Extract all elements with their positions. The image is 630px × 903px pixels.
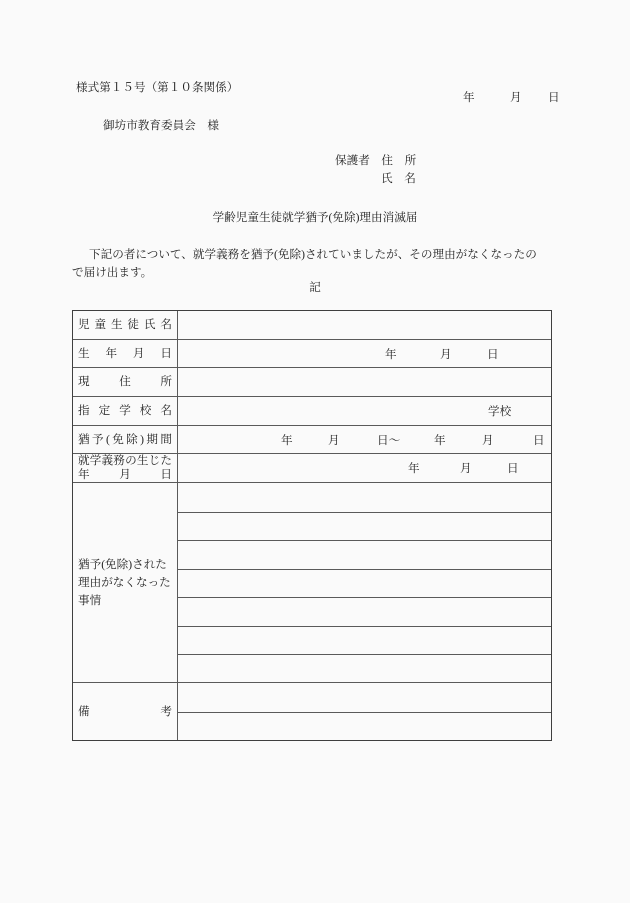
period-end-day-label: 日 — [533, 433, 545, 447]
row-label-cell — [73, 340, 178, 367]
document-title: 学齢児童生徒就学猶予(免除)理由消滅届 — [212, 211, 418, 224]
obligation-year-label: 年 — [408, 462, 420, 475]
period-end-year-label: 年 — [434, 433, 446, 447]
table-row-current-address — [73, 368, 551, 397]
row-label-cell — [73, 483, 178, 682]
form-number: 様式第１５号（第１０条関係） — [76, 81, 239, 94]
writing-line — [178, 597, 551, 598]
row-label-cell — [73, 683, 178, 740]
obligation-date-field — [178, 454, 551, 482]
guardian-name-line: 氏 名 — [381, 172, 416, 185]
row-label-reason-line3: 事情 — [78, 593, 102, 607]
record-marker: 記 — [309, 281, 321, 294]
row-label-remarks: 備考 — [78, 704, 172, 718]
remarks-field — [178, 683, 551, 740]
row-label-obligation-line1: 就学義務の生じた — [78, 454, 172, 467]
birth-day-label: 日 — [487, 347, 499, 361]
row-label-designated-school: 指定学校名 — [78, 404, 172, 417]
birth-date-field — [178, 340, 551, 367]
body-paragraph-line1: 下記の者について、就学義務を猶予(免除)されていましたが、その理由がなくなったの — [89, 248, 537, 261]
header-date-line — [0, 91, 630, 112]
writing-line — [178, 654, 551, 655]
reason-ceased-field — [178, 483, 551, 682]
row-label-current-address: 現住所 — [78, 375, 172, 388]
form-table — [72, 310, 552, 741]
header-date-year: 年 — [463, 91, 475, 104]
row-label-cell — [73, 426, 178, 453]
period-end-month-label: 月 — [482, 433, 494, 447]
writing-line — [178, 569, 551, 570]
writing-line — [178, 540, 551, 541]
school-suffix-label: 学校 — [488, 405, 512, 418]
birth-month-label: 月 — [440, 347, 452, 361]
student-name-field — [178, 311, 551, 339]
table-row-obligation-date — [73, 454, 551, 483]
table-row-student-name — [73, 311, 551, 340]
row-label-birth-date: 生年月日 — [78, 346, 172, 360]
writing-line — [178, 512, 551, 513]
row-label-reason-ceased — [78, 556, 172, 610]
writing-line — [178, 712, 551, 713]
table-row-designated-school — [73, 397, 551, 426]
row-label-reason-line1: 猶予(免除)された — [78, 557, 167, 571]
header-date-month: 月 — [510, 91, 522, 104]
obligation-day-label: 日 — [507, 462, 519, 475]
row-label-student-name: 児童生徒氏名 — [78, 318, 172, 331]
table-row-reason-ceased — [73, 483, 551, 683]
row-label-obligation-date — [78, 454, 172, 482]
period-start-year-label: 年 — [281, 433, 293, 447]
addressee: 御坊市教育委員会 様 — [103, 119, 219, 132]
writing-line — [178, 626, 551, 627]
row-label-exemption-period: 猶予(免除)期間 — [78, 432, 172, 446]
body-paragraph-line2: で届け出ます。 — [72, 266, 153, 279]
period-start-month-label: 月 — [328, 433, 340, 447]
row-label-reason-line2: 理由がなくなった — [78, 575, 171, 589]
row-label-obligation-line2: 年月日 — [78, 468, 172, 481]
birth-year-label: 年 — [385, 347, 397, 361]
designated-school-field — [178, 397, 551, 425]
header-date-day: 日 — [548, 91, 560, 104]
table-row-remarks — [73, 683, 551, 740]
current-address-field — [178, 368, 551, 396]
exemption-period-field — [178, 426, 551, 453]
table-row-birth-date — [73, 340, 551, 368]
guardian-address-line: 保護者 住 所 — [335, 154, 417, 167]
row-label-cell — [73, 397, 178, 425]
row-label-cell — [73, 368, 178, 396]
row-label-cell — [73, 454, 178, 482]
table-row-exemption-period — [73, 426, 551, 454]
obligation-month-label: 月 — [460, 462, 472, 475]
period-start-day-label: 日～ — [377, 433, 401, 447]
row-label-cell — [73, 311, 178, 339]
